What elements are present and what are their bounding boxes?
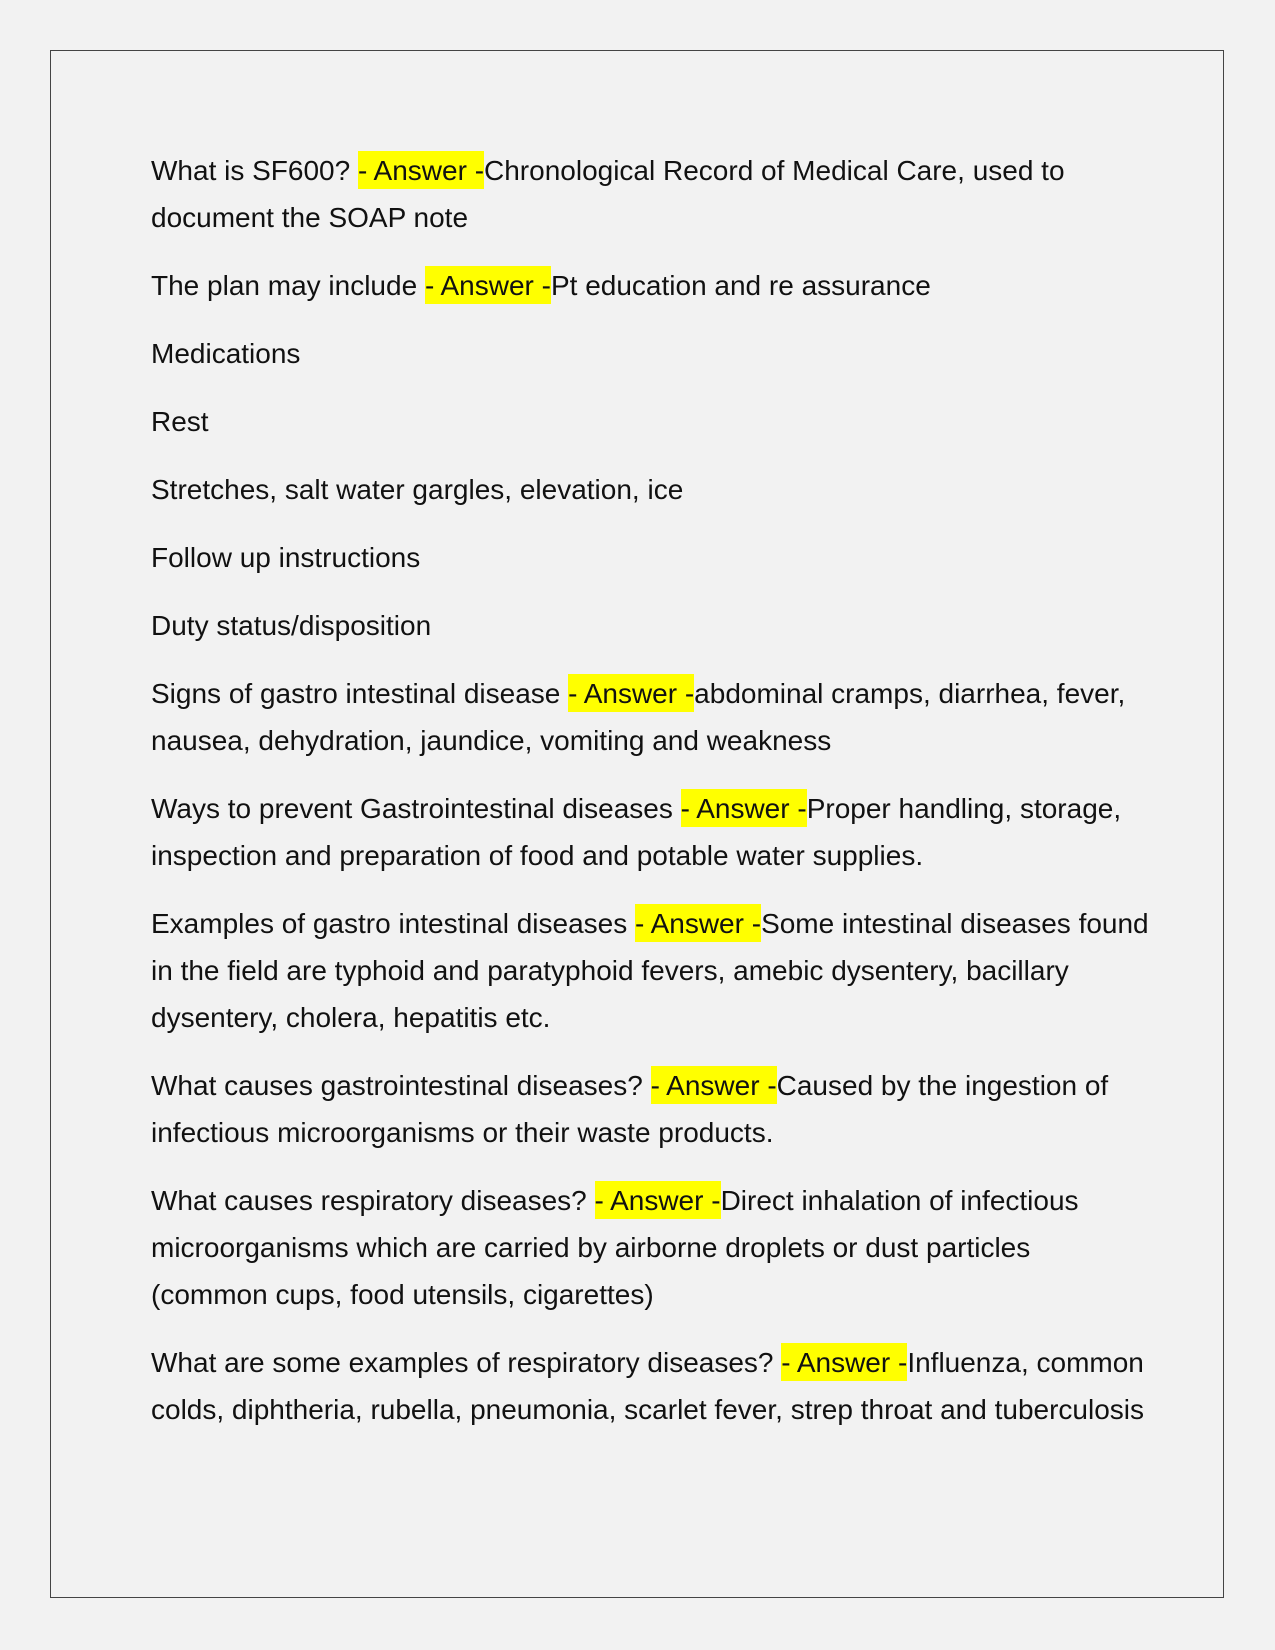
answer-text: Pt education and re assurance bbox=[550, 270, 931, 301]
qa-item-respiratory-examples bbox=[151, 1339, 1151, 1433]
answer-text: Direct inhalation of infectious microorganisms which are carried by airborne droplets or dust particles (common cups, food utensils, cigarettes) bbox=[151, 1185, 1079, 1310]
answer-marker: - Answer - bbox=[568, 674, 694, 712]
qa-item-plan bbox=[151, 262, 1151, 309]
plan-line-duty-status: Duty status/disposition bbox=[151, 610, 432, 641]
qa-item-gi-prevention bbox=[151, 785, 1151, 879]
answer-marker: - Answer - bbox=[781, 1343, 907, 1381]
plan-line-medications: Medications bbox=[151, 338, 301, 369]
answer-marker: - Answer - bbox=[358, 151, 484, 189]
qa-item-sf600 bbox=[151, 147, 1151, 241]
question-text: Signs of gastro intestinal disease bbox=[151, 678, 569, 709]
answer-text: Influenza, common colds, diphtheria, rubella, pneumonia, scarlet fever, strep throat and tuberculosis bbox=[151, 1347, 1145, 1425]
qa-item-gi-examples bbox=[151, 900, 1151, 1041]
question-text: What are some examples of respiratory diseases? bbox=[151, 1347, 782, 1378]
question-text: What causes respiratory diseases? bbox=[151, 1185, 595, 1216]
question-text: Examples of gastro intestinal diseases bbox=[151, 908, 636, 939]
answer-text: Chronological Record of Medical Care, used to document the SOAP note bbox=[151, 155, 1065, 233]
document-body bbox=[151, 147, 1151, 1454]
qa-item-gi-signs bbox=[151, 670, 1151, 764]
question-text: Ways to prevent Gastrointestinal diseases bbox=[151, 793, 681, 824]
plan-line-rest: Rest bbox=[151, 406, 209, 437]
qa-item-gi-causes bbox=[151, 1062, 1151, 1156]
answer-text: Some intestinal diseases found in the field are typhoid and paratyphoid fevers, amebic dysentery, bacillary dysentery, cholera, hepatitis etc. bbox=[151, 908, 1149, 1033]
answer-marker: - Answer - bbox=[681, 789, 807, 827]
answer-marker: - Answer - bbox=[651, 1066, 777, 1104]
question-text: What causes gastrointestinal diseases? bbox=[151, 1070, 651, 1101]
answer-text: abdominal cramps, diarrhea, fever, nausea, dehydration, jaundice, vomiting and weakness bbox=[151, 678, 1126, 756]
answer-text: Caused by the ingestion of infectious microorganisms or their waste products. bbox=[151, 1070, 1109, 1148]
answer-marker: - Answer - bbox=[635, 904, 761, 942]
document-page bbox=[50, 50, 1224, 1598]
plan-line-follow-up: Follow up instructions bbox=[151, 542, 421, 573]
question-text: The plan may include bbox=[151, 270, 425, 301]
qa-item-respiratory-causes bbox=[151, 1177, 1151, 1318]
question-text: What is SF600? bbox=[151, 155, 358, 186]
answer-text: Proper handling, storage, inspection and preparation of food and potable water supplies. bbox=[151, 793, 1122, 871]
answer-marker: - Answer - bbox=[425, 266, 551, 304]
answer-marker: - Answer - bbox=[595, 1181, 721, 1219]
plan-line-stretches: Stretches, salt water gargles, elevation, ice bbox=[151, 474, 684, 505]
